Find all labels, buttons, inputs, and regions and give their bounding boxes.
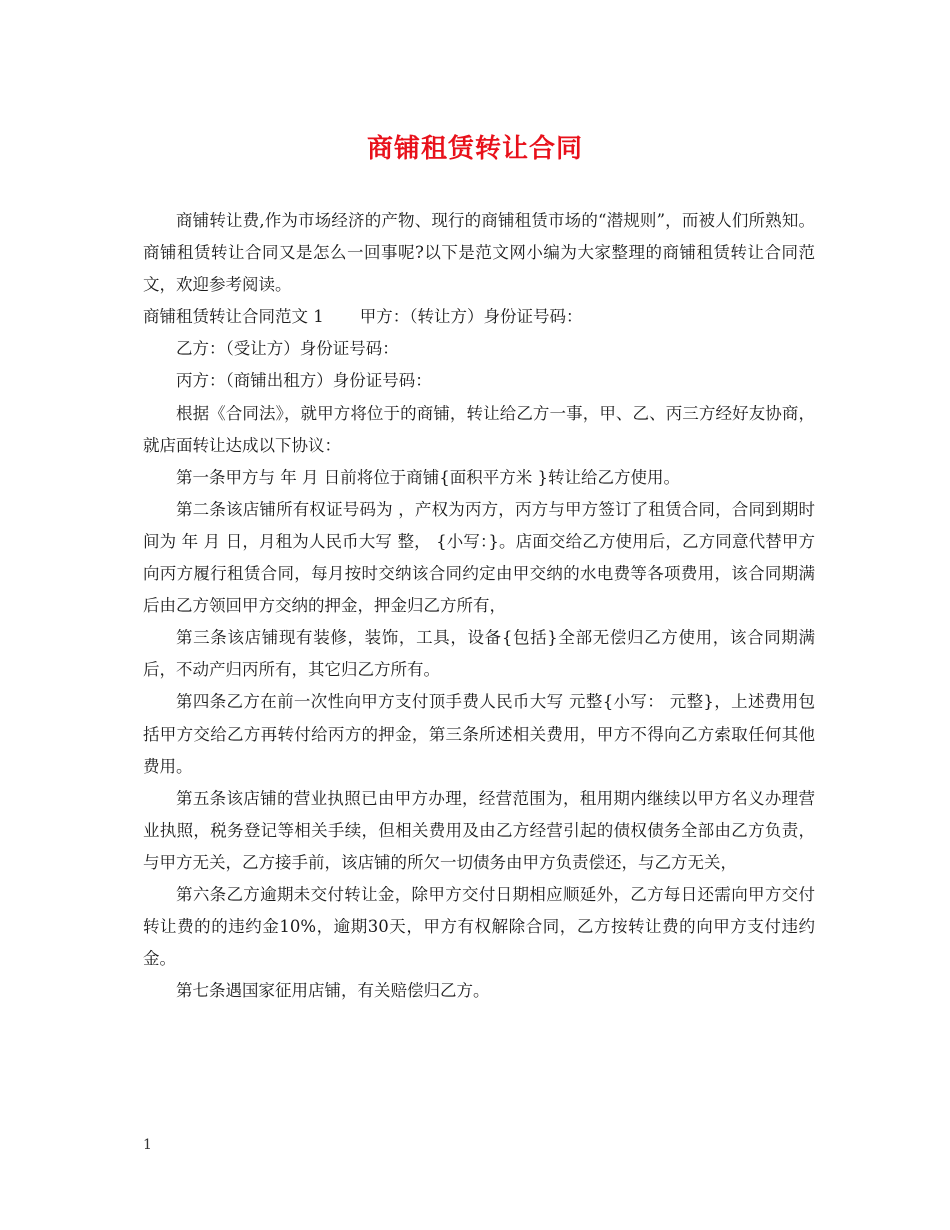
intro-paragraph: 商铺转让费,作为市场经济的产物、现行的商铺租赁市场的“潜规则”，而被人们所熟知。商铺租赁转让合同又是怎么一回事呢?以下是范文网小编为大家整理的商铺租赁转让合同范文，欢迎参考阅读。: [143, 211, 815, 295]
article-1: 第一条甲方与 年 月 日前将位于商铺{面积平方米 }转让给乙方使用。: [176, 467, 680, 487]
preamble-paragraph: 根据《合同法》，就甲方将位于的商铺，转让给乙方一事，甲、乙、丙三方经好友协商，就店面转让达成以下协议：: [143, 403, 815, 455]
article-5: 第五条该店铺的营业执照已由甲方办理，经营范围为，租用期内继续以甲方名义办理营业执照，税务登记等相关手续，但相关费用及由乙方经营引起的债权债务全部由乙方负责，与甲方无关，乙方接手前，该店铺的所欠一切债务由甲方负责偿还，与乙方无关，: [143, 788, 815, 872]
article-7: 第七条遇国家征用店铺，有关赔偿归乙方。: [176, 981, 490, 1001]
party-a-line: 甲方：（转让方）身份证号码：: [359, 307, 583, 327]
document-title: 商铺租赁转让合同: [366, 134, 583, 164]
article-3: 第三条该店铺现有装修，装饰，工具，设备{包括}全部无偿归乙方使用，该合同期满后，不动产归丙所有，其它归乙方所有。: [143, 628, 815, 680]
sample-heading-line: [143, 301, 815, 333]
article-4: 第四条乙方在前一次性向甲方支付顶手费人民币大写 元整{小写： 元整}，上述费用包括甲方交给乙方再转付给丙方的押金，第三条所述相关费用，甲方不得向乙方索取任何其他费用。: [143, 692, 815, 776]
page-number: 1: [143, 1137, 152, 1153]
party-b-line: 乙方：（受让方）身份证号码：: [176, 339, 399, 359]
article-6: 第六条乙方逾期未交付转让金，除甲方交付日期相应顺延外，乙方每日还需向甲方交付转让费的的违约金10%，逾期30天，甲方有权解除合同，乙方按转让费的向甲方支付违约金。: [143, 884, 815, 969]
party-c-line: 丙方：（商铺出租方）身份证号码：: [176, 371, 432, 391]
document-body: [143, 205, 815, 1007]
article-2: 第二条该店铺所有权证号码为 ，产权为丙方，丙方与甲方签订了租赁合同，合同到期时间为 年 月 日，月租为人民币大写 整， {小写：}。店面交给乙方使用后，乙方同意代替甲方向丙方履行租赁合同，每月按时交纳该合同约定由甲交纳的水电费等各项费用，该合同期满后由乙方领回甲方交纳的押金，押金归乙方所有，: [143, 499, 815, 616]
sample-heading-label: 商铺租赁转让合同范文 1: [143, 307, 324, 327]
